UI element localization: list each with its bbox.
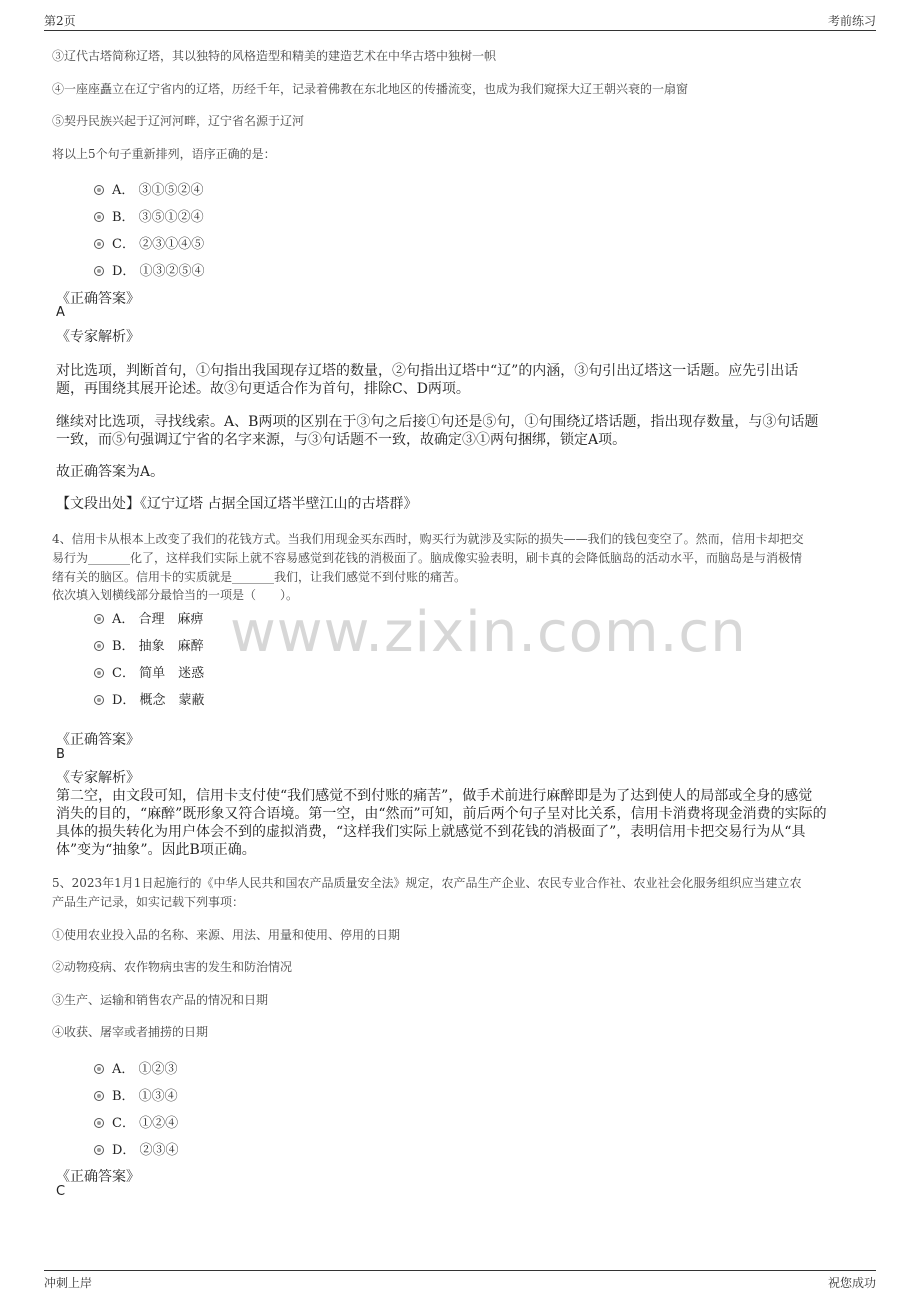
sentence-4: ④一座座矗立在辽宁省内的辽塔，历经千年，记录着佛教在东北地区的传播流变，也成为我们窥探大辽王朝兴衰的一扇窗	[52, 82, 689, 96]
radio-icon[interactable]	[94, 614, 104, 624]
option-b[interactable]: B． 抽象 麻醉	[94, 635, 204, 653]
question-text: 产品生产记录，如实记载下列事项：	[52, 895, 245, 909]
list-item: ④收获、屠宰或者捕捞的日期	[52, 1025, 209, 1039]
analysis-line: 体”变为“抽象”。因此B项正确。	[56, 842, 256, 858]
analysis-line: 第二空，由文段可知，信用卡支付使“我们感觉不到付账的痛苦”，做手术前进行麻醉即是为了达到使人的局部或全身的感觉	[56, 788, 813, 804]
option-d[interactable]: D． ①③②⑤④	[94, 260, 205, 278]
radio-icon[interactable]	[94, 1145, 104, 1155]
option-d[interactable]: D． 概念 蒙蔽	[94, 689, 205, 707]
option-b[interactable]: B． ①③④	[94, 1085, 178, 1103]
radio-icon[interactable]	[94, 266, 104, 276]
analysis-line: 具体的损失转化为用户体会不到的虚拟消费，“这样我们实际上就感觉不到花钱的消极面了”，表明信用卡把交易行为从“具	[56, 824, 806, 840]
analysis-line: 继续对比选项，寻找线索。A、B两项的区别在于③句之后接①句还是⑤句，①句围绕辽塔话题，指出现存数量，与③句话题	[56, 414, 819, 430]
answer-label: 《正确答案》	[56, 1169, 140, 1185]
footer-right-slogan: 祝您成功	[827, 1276, 876, 1290]
footer-left-slogan: 冲刺上岸	[44, 1276, 93, 1290]
option-d[interactable]: D． ②③④	[94, 1139, 179, 1157]
option-c[interactable]: C． ②③①④⑤	[94, 233, 204, 251]
radio-icon[interactable]	[94, 1064, 104, 1074]
question-prompt: 将以上5个句子重新排列，语序正确的是：	[52, 147, 276, 161]
option-a[interactable]: A． ③①⑤②④	[94, 179, 204, 197]
option-c[interactable]: C． ①②④	[94, 1112, 178, 1130]
page-footer	[44, 1270, 876, 1295]
answer-value: C	[56, 1184, 66, 1199]
list-item: ③生产、运输和销售农产品的情况和日期	[52, 993, 269, 1007]
list-item: ②动物疫病、农作物病虫害的发生和防治情况	[52, 960, 293, 974]
page-header	[44, 10, 876, 31]
option-c[interactable]: C． 简单 迷惑	[94, 662, 204, 680]
sentence-3: ③辽代古塔简称辽塔，其以独特的风格造型和精美的建造艺术在中华古塔中独树一帜	[52, 49, 497, 63]
answer-value: A	[56, 305, 65, 320]
option-a[interactable]: A． ①②③	[94, 1058, 178, 1076]
list-item: ①使用农业投入品的名称、来源、用法、用量和使用、停用的日期	[52, 928, 401, 942]
radio-icon[interactable]	[94, 641, 104, 651]
radio-icon[interactable]	[94, 239, 104, 249]
question-text: 5、2023年1月1日起施行的《中华人民共和国农产品质量安全法》规定，农产品生产企业、农民专业合作社、农业社会化服务组织应当建立农	[52, 876, 802, 890]
page-number: 第2页	[44, 14, 76, 28]
question-text: 4、信用卡从根本上改变了我们的花钱方式。当我们用现金买东西时，购买行为就涉及实际的损失——我们的钱包变空了。然而，信用卡却把交	[52, 532, 804, 546]
question-text: 绪有关的脑区。信用卡的实质就是_______我们，让我们感觉不到付账的痛苦。	[52, 570, 467, 584]
analysis-conclusion: 故正确答案为A。	[56, 464, 165, 480]
analysis-line: 对比选项，判断首句，①句指出我国现存辽塔的数量，②句指出辽塔中“辽”的内涵，③句引出辽塔这一话题。应先引出话	[56, 363, 799, 379]
question-text: 易行为_______化了，这样我们实际上就不容易感觉到花钱的消极面了。脑成像实验表明，刷卡真的会降低脑岛的活动水平，而脑岛是与消极情	[52, 551, 803, 565]
answer-label: 《正确答案》	[56, 291, 140, 307]
answer-label: 《正确答案》	[56, 732, 140, 748]
radio-icon[interactable]	[94, 668, 104, 678]
analysis-line: 题，再围绕其展开论述。故③句更适合作为首句，排除C、D两项。	[56, 381, 470, 397]
answer-value: B	[56, 747, 65, 762]
analysis-line: 消失的目的，“麻醉”既形象又符合语境。第一空，由“然而”可知，前后两个句子呈对比关系，信用卡消费将现金消费的实际的	[56, 806, 827, 822]
radio-icon[interactable]	[94, 695, 104, 705]
header-title: 考前练习	[827, 14, 876, 28]
analysis-line: 一致，而⑤句强调辽宁省的名字来源，与③句话题不一致，故确定③①两句捆绑，锁定A项。	[56, 432, 627, 448]
radio-icon[interactable]	[94, 1091, 104, 1101]
option-a[interactable]: A． 合理 麻痹	[94, 608, 204, 626]
option-b[interactable]: B． ③⑤①②④	[94, 206, 204, 224]
radio-icon[interactable]	[94, 185, 104, 195]
source-citation: 【文段出处】《辽宁辽塔 占据全国辽塔半壁江山的古塔群》	[56, 496, 418, 512]
analysis-label: 《专家解析》	[56, 329, 140, 345]
watermark: www.zixin.com.cn	[230, 600, 747, 665]
question-prompt: 依次填入划横线部分最恰当的一项是（ ）。	[52, 588, 299, 602]
radio-icon[interactable]	[94, 212, 104, 222]
sentence-5: ⑤契丹民族兴起于辽河河畔，辽宁省名源于辽河	[52, 114, 305, 128]
radio-icon[interactable]	[94, 1118, 104, 1128]
analysis-label: 《专家解析》	[56, 770, 140, 786]
